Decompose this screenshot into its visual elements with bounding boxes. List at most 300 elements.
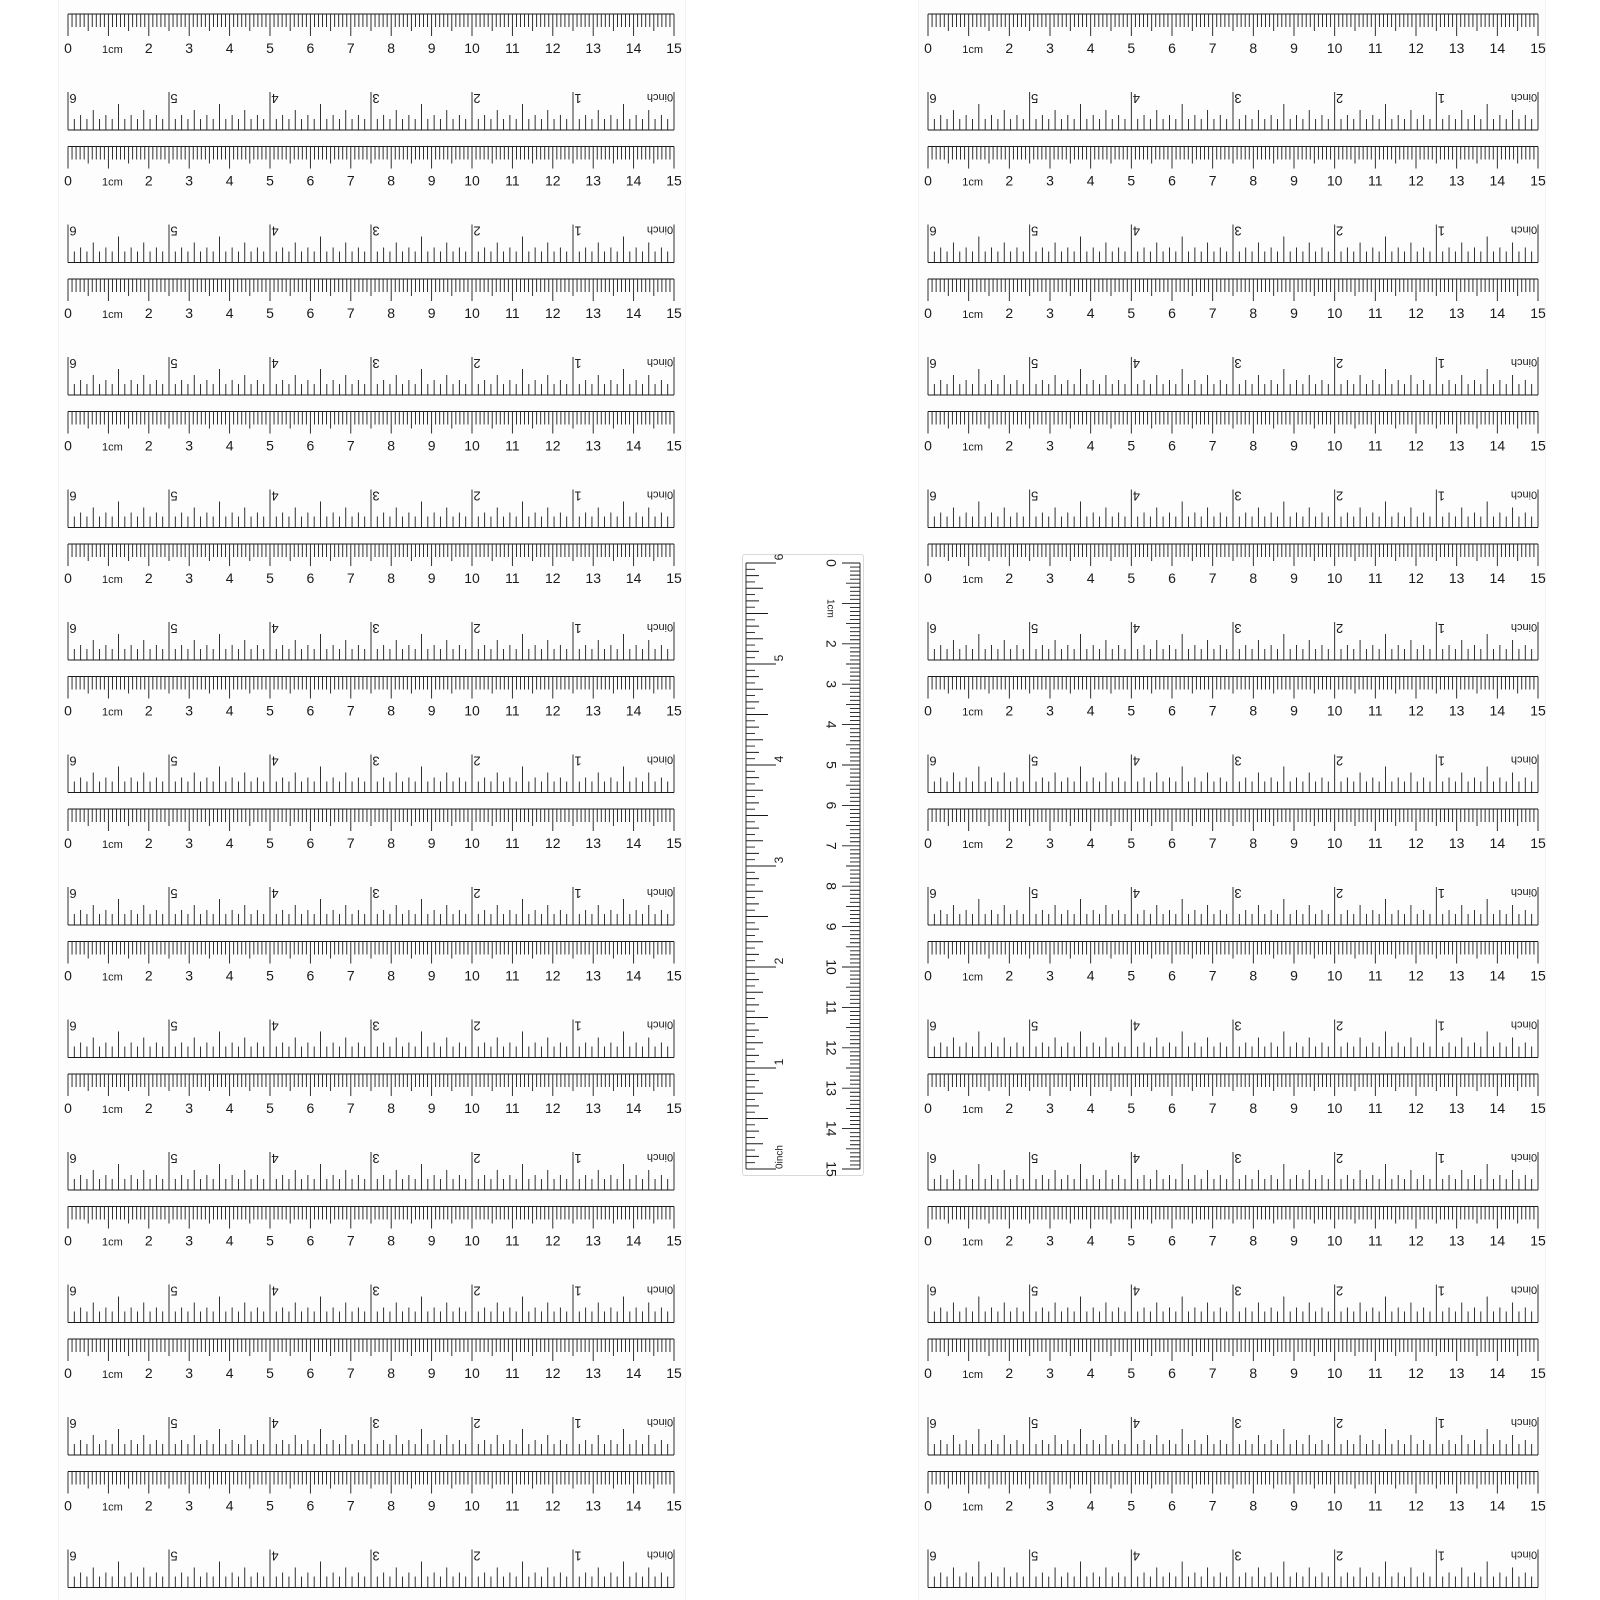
inch-label: 0inch: [1510, 1416, 1538, 1428]
cm-ruler: [924, 14, 1546, 56]
cm-label: 1cm: [102, 706, 123, 719]
cm-label: 13: [585, 835, 601, 851]
vertical-cm-label: 5: [823, 761, 840, 769]
inch-label: 4: [1132, 1151, 1140, 1166]
cm-label: 13: [585, 172, 601, 189]
cm-label: 4: [1086, 835, 1095, 851]
inch-label: 0inch: [646, 753, 674, 766]
inch-label: 2: [473, 1548, 481, 1564]
cm-label: 14: [1489, 967, 1506, 984]
cm-label: 10: [464, 1100, 480, 1116]
cm-label: 0: [64, 172, 72, 189]
inch-ruler: [928, 224, 1538, 263]
inch-ruler: [68, 621, 674, 660]
cm-label: 2: [1005, 1100, 1014, 1116]
cm-label: 6: [1168, 1100, 1176, 1116]
cm-label: 2: [144, 702, 153, 719]
inch-label: 4: [271, 356, 279, 371]
inch-label: 2: [473, 1018, 481, 1034]
inch-label: 6: [929, 1018, 937, 1034]
cm-label: 6: [1168, 172, 1176, 189]
inch-label: 5: [170, 1416, 178, 1431]
inch-label: 4: [1132, 621, 1140, 636]
cm-label: 11: [505, 1497, 520, 1514]
cm-label: 11: [1368, 967, 1383, 984]
inch-label: 5: [1031, 1151, 1039, 1166]
cm-label: 0: [924, 40, 932, 56]
cm-label: 8: [387, 1100, 396, 1116]
inch-label: 1: [574, 753, 582, 769]
cm-label: 1cm: [962, 309, 984, 321]
inch-label: 2: [1336, 1548, 1344, 1564]
cm-ruler: [64, 1339, 682, 1381]
cm-label: 5: [1127, 1232, 1136, 1249]
cm-label: 13: [1448, 437, 1465, 454]
cm-label: 13: [1448, 835, 1465, 851]
cm-label: 4: [1086, 1100, 1095, 1116]
cm-tick-marks: [68, 1472, 674, 1494]
cm-ruler: [924, 677, 1546, 719]
cm-label: 1cm: [962, 706, 984, 719]
inch-ruler: [68, 1549, 674, 1588]
cm-label: 6: [306, 702, 315, 719]
cm-label: 13: [1448, 1497, 1465, 1514]
inch-tick-marks: [928, 1417, 1538, 1455]
cm-label: 10: [464, 1497, 480, 1514]
vertical-cm-label: 2: [823, 639, 840, 648]
inch-label: 0inch: [646, 1151, 674, 1163]
inch-label: 2: [473, 1151, 481, 1166]
cm-label: 7: [346, 305, 355, 321]
cm-label: 2: [1005, 305, 1014, 321]
cm-label: 11: [505, 1365, 520, 1381]
cm-label: 9: [1290, 1365, 1298, 1381]
cm-label: 15: [666, 1365, 682, 1381]
inch-label: 5: [170, 356, 178, 371]
cm-label: 8: [387, 40, 396, 56]
inch-label: 3: [372, 621, 380, 636]
inch-ruler: [68, 1284, 674, 1323]
inch-label: 6: [69, 91, 77, 106]
inch-ruler: [928, 1019, 1538, 1058]
inch-tick-marks: [68, 622, 674, 660]
cm-label: 9: [427, 1232, 436, 1249]
cm-label: 14: [625, 570, 642, 586]
cm-label: 1cm: [962, 839, 984, 851]
vertical-inch-ticks: [746, 563, 776, 1169]
cm-ruler: [924, 279, 1546, 321]
cm-label: 6: [1168, 702, 1176, 719]
inch-ruler: [68, 1151, 674, 1190]
vertical-cm-ticks: [842, 563, 860, 1169]
cm-label: 15: [666, 40, 682, 56]
cm-label: 10: [464, 702, 480, 719]
cm-label: 10: [1326, 1100, 1343, 1116]
cm-label: 15: [666, 1232, 682, 1249]
cm-label: 8: [387, 967, 396, 984]
vertical-cm-label: 9: [823, 922, 840, 931]
inch-label: 3: [372, 1018, 380, 1034]
inch-label: 4: [271, 753, 279, 769]
cm-label: 12: [1408, 967, 1424, 984]
inch-label: 5: [1031, 1018, 1039, 1034]
cm-label: 13: [1448, 1232, 1465, 1249]
cm-tick-marks: [928, 942, 1538, 964]
cm-label: 0: [64, 1365, 72, 1381]
cm-label: 14: [625, 437, 642, 454]
inch-label: 3: [372, 1416, 380, 1431]
inch-label: 5: [170, 91, 178, 106]
inch-label: 4: [1132, 753, 1140, 769]
inch-label: 4: [271, 1018, 279, 1034]
cm-label: 6: [1168, 570, 1176, 586]
vertical-inch-label: 3: [772, 856, 787, 864]
cm-label: 4: [225, 702, 234, 719]
inch-label: 0inch: [1510, 753, 1538, 766]
cm-label: 11: [1368, 437, 1383, 454]
inch-label: 1: [1437, 1151, 1445, 1166]
cm-label: 11: [505, 437, 520, 454]
cm-label: 6: [1168, 305, 1176, 321]
cm-label: 1cm: [102, 44, 123, 56]
inch-label: 4: [271, 1151, 279, 1166]
cm-label: 12: [545, 702, 561, 719]
cm-tick-marks: [928, 544, 1538, 566]
cm-ruler: [64, 677, 682, 719]
cm-label: 13: [1448, 967, 1465, 984]
cm-label: 5: [1127, 570, 1136, 586]
cm-label: 8: [1249, 835, 1258, 851]
inch-label: 4: [1132, 1548, 1140, 1564]
cm-label: 6: [306, 172, 315, 189]
cm-label: 14: [625, 1365, 642, 1381]
cm-label: 12: [545, 1365, 561, 1381]
cm-label: 8: [1249, 40, 1258, 56]
cm-label: 4: [1086, 305, 1095, 321]
cm-label: 6: [306, 835, 315, 851]
cm-label: 3: [1046, 437, 1054, 454]
cm-label: 13: [1448, 702, 1465, 719]
cm-tick-marks: [928, 1472, 1538, 1494]
inch-label: 6: [929, 356, 937, 371]
cm-label: 6: [1168, 437, 1176, 454]
cm-ruler: [64, 412, 682, 454]
cm-label: 3: [185, 1232, 194, 1249]
cm-label: 3: [185, 1365, 194, 1381]
cm-label: 12: [1408, 40, 1424, 56]
cm-label: 12: [545, 437, 561, 454]
cm-label: 4: [225, 1497, 234, 1514]
cm-label: 10: [1326, 570, 1343, 586]
inch-label: 5: [1031, 1548, 1039, 1564]
cm-label: 6: [306, 437, 315, 454]
vertical-cm-label: 1cm: [824, 598, 836, 618]
inch-label: 1: [1437, 488, 1445, 504]
vertical-inch-label: 2: [772, 957, 787, 965]
cm-label: 3: [185, 40, 194, 56]
cm-label: 15: [1530, 1232, 1546, 1249]
inch-ruler: [928, 1416, 1538, 1455]
inch-tick-marks: [68, 755, 674, 793]
cm-label: 15: [666, 967, 682, 984]
cm-tick-marks: [68, 1074, 674, 1096]
cm-ruler: [64, 1472, 682, 1514]
cm-label: 6: [306, 305, 315, 321]
vertical-cm-label: 4: [823, 720, 840, 729]
inch-label: 3: [1234, 356, 1242, 371]
cm-label: 3: [185, 1497, 194, 1514]
cm-label: 9: [427, 305, 436, 321]
cm-label: 2: [144, 1497, 153, 1514]
cm-label: 14: [625, 172, 642, 189]
cm-label: 3: [185, 437, 194, 454]
inch-label: 3: [372, 91, 380, 106]
cm-ruler: [64, 1074, 682, 1116]
inch-label: 4: [1132, 1416, 1140, 1431]
inch-label: 3: [1234, 1018, 1242, 1034]
cm-label: 6: [1168, 40, 1176, 56]
inch-label: 3: [372, 1283, 380, 1299]
cm-label: 4: [1086, 172, 1095, 189]
cm-label: 3: [1046, 1365, 1054, 1381]
inch-label: 5: [1031, 621, 1039, 636]
inch-tick-marks: [928, 1020, 1538, 1058]
inch-label: 1: [574, 1416, 582, 1431]
cm-label: 9: [427, 437, 436, 454]
inch-label: 1: [574, 1548, 582, 1564]
inch-tick-marks: [68, 1285, 674, 1323]
cm-label: 15: [666, 437, 682, 454]
cm-label: 4: [225, 437, 234, 454]
inch-label: 2: [473, 223, 481, 239]
cm-label: 6: [1168, 967, 1176, 984]
cm-label: 8: [387, 702, 396, 719]
cm-label: 3: [1046, 1497, 1054, 1514]
inch-label: 0inch: [1510, 886, 1538, 898]
inch-label: 0inch: [1510, 91, 1538, 103]
inch-label: 6: [69, 1283, 77, 1299]
cm-label: 9: [1290, 437, 1298, 454]
inch-label: 4: [271, 91, 279, 106]
cm-label: 5: [1127, 40, 1136, 56]
cm-label: 6: [306, 570, 315, 586]
cm-label: 9: [1290, 835, 1298, 851]
inch-label: 4: [271, 621, 279, 636]
inch-label: 3: [1234, 1548, 1242, 1564]
inch-label: 5: [170, 621, 178, 636]
vertical-inch-label: 5: [772, 654, 787, 662]
inch-label: 0inch: [646, 91, 674, 103]
cm-label: 14: [1489, 570, 1506, 586]
cm-label: 13: [585, 1365, 601, 1381]
inch-tick-marks: [928, 755, 1538, 793]
inch-label: 5: [170, 753, 178, 769]
cm-label: 9: [427, 702, 436, 719]
inch-label: 5: [1031, 488, 1039, 504]
cm-label: 13: [585, 1497, 601, 1514]
cm-label: 11: [1368, 305, 1383, 321]
inch-label: 2: [473, 886, 481, 901]
vertical-cm-label: 12: [823, 1040, 840, 1056]
inch-ruler: [928, 621, 1538, 660]
cm-label: 13: [585, 1232, 601, 1249]
cm-label: 8: [1249, 570, 1258, 586]
inch-label: 3: [1234, 1151, 1242, 1166]
cm-label: 9: [1290, 1497, 1298, 1514]
cm-label: 3: [1046, 1232, 1054, 1249]
inch-tick-marks: [928, 1152, 1538, 1190]
cm-label: 1cm: [962, 1104, 984, 1116]
cm-label: 15: [666, 1497, 682, 1514]
inch-label: 0inch: [1510, 1151, 1538, 1163]
cm-label: 11: [505, 40, 520, 56]
cm-label: 3: [1046, 305, 1054, 321]
cm-label: 12: [1408, 1497, 1424, 1514]
cm-label: 10: [464, 40, 480, 56]
inch-ruler: [928, 356, 1538, 395]
cm-label: 4: [225, 570, 234, 586]
inch-label: 0inch: [646, 488, 674, 501]
cm-label: 5: [266, 437, 274, 454]
cm-label: 5: [266, 1232, 274, 1249]
inch-label: 2: [473, 621, 481, 636]
inch-label: 4: [1132, 886, 1140, 901]
cm-label: 3: [185, 835, 194, 851]
cm-ruler: [924, 1207, 1546, 1249]
cm-label: 1cm: [102, 839, 123, 851]
inch-label: 5: [170, 886, 178, 901]
inch-label: 4: [1132, 1283, 1140, 1299]
cm-label: 11: [1368, 1232, 1383, 1249]
cm-label: 7: [346, 1365, 355, 1381]
inch-tick-marks: [928, 225, 1538, 263]
cm-label: 0: [64, 967, 72, 984]
inch-label: 1: [574, 91, 582, 106]
cm-label: 2: [1005, 570, 1014, 586]
cm-label: 13: [1448, 1365, 1465, 1381]
cm-label: 1cm: [102, 1369, 123, 1381]
cm-label: 0: [64, 702, 72, 719]
inch-label: 1: [574, 356, 582, 371]
cm-label: 8: [387, 172, 396, 189]
cm-label: 7: [1208, 305, 1217, 321]
inch-label: 0inch: [1510, 1548, 1538, 1561]
inch-label: 5: [1031, 886, 1039, 901]
cm-label: 10: [1326, 172, 1343, 189]
cm-label: 8: [387, 1365, 396, 1381]
cm-label: 1cm: [962, 176, 984, 189]
inch-tick-marks: [68, 1417, 674, 1455]
inch-tick-marks: [928, 357, 1538, 395]
cm-ruler: [924, 412, 1546, 454]
cm-tick-marks: [68, 412, 674, 434]
vertical-cm-label: 0: [823, 559, 840, 567]
vertical-inch-label: 4: [772, 755, 787, 763]
inch-label: 1: [574, 1283, 582, 1299]
inch-ruler: [928, 1284, 1538, 1323]
cm-label: 4: [1086, 40, 1095, 56]
cm-label: 0: [64, 437, 72, 454]
cm-label: 0: [924, 835, 932, 851]
cm-label: 7: [346, 40, 355, 56]
vertical-cm-label: 6: [823, 801, 840, 810]
cm-label: 4: [225, 1232, 234, 1249]
cm-label: 12: [1408, 305, 1424, 321]
inch-ruler: [928, 754, 1538, 793]
cm-label: 9: [427, 40, 436, 56]
cm-label: 4: [225, 172, 234, 189]
inch-label: 4: [1132, 91, 1140, 106]
cm-label: 3: [1046, 570, 1054, 586]
cm-label: 1cm: [962, 1501, 984, 1514]
inch-label: 4: [1132, 223, 1140, 239]
inch-label: 3: [1234, 488, 1242, 504]
cm-label: 5: [266, 835, 274, 851]
cm-label: 11: [505, 570, 520, 586]
cm-label: 10: [464, 967, 480, 984]
inch-label: 3: [1234, 1283, 1242, 1299]
cm-label: 15: [1530, 40, 1546, 56]
cm-label: 9: [1290, 967, 1298, 984]
inch-ruler: [68, 754, 674, 793]
cm-label: 11: [1368, 570, 1383, 586]
inch-label: 0inch: [646, 886, 674, 898]
cm-tick-marks: [68, 279, 674, 301]
inch-ruler: [928, 1151, 1538, 1190]
cm-label: 7: [1208, 1365, 1217, 1381]
cm-ruler: [64, 942, 682, 984]
cm-label: 13: [1448, 570, 1465, 586]
inch-label: 6: [929, 91, 937, 106]
cm-label: 15: [1530, 1365, 1546, 1381]
cm-label: 14: [1489, 702, 1506, 719]
inch-label: 3: [372, 1151, 380, 1166]
cm-label: 3: [185, 702, 194, 719]
cm-label: 14: [1489, 305, 1506, 321]
cm-label: 0: [64, 570, 72, 586]
cm-label: 1cm: [102, 971, 123, 984]
cm-label: 14: [1489, 40, 1506, 56]
cm-label: 0: [64, 1497, 72, 1514]
cm-label: 6: [306, 1365, 315, 1381]
inch-label: 6: [69, 753, 77, 769]
inch-label: 3: [1234, 91, 1242, 106]
cm-label: 1cm: [102, 309, 123, 321]
cm-label: 7: [346, 1232, 355, 1249]
cm-label: 8: [1249, 1497, 1258, 1514]
inch-label: 1: [1437, 91, 1445, 106]
cm-label: 6: [1168, 1365, 1176, 1381]
cm-label: 5: [1127, 172, 1136, 189]
cm-label: 7: [346, 835, 355, 851]
cm-label: 11: [1368, 1497, 1383, 1514]
inch-label: 4: [271, 1416, 279, 1431]
cm-label: 11: [505, 835, 520, 851]
cm-label: 7: [1208, 835, 1217, 851]
inch-tick-marks: [68, 225, 674, 263]
cm-label: 8: [387, 570, 396, 586]
cm-label: 9: [1290, 1100, 1298, 1116]
inch-label: 0inch: [1510, 1283, 1538, 1296]
cm-label: 4: [1086, 702, 1095, 719]
inch-label: 4: [1132, 356, 1140, 371]
inch-tick-marks: [928, 490, 1538, 528]
cm-ruler: [64, 279, 682, 321]
inch-ruler: [68, 91, 674, 130]
cm-label: 15: [1530, 172, 1546, 189]
vertical-inch-label: 6: [772, 553, 787, 561]
cm-ruler: [924, 1339, 1546, 1381]
